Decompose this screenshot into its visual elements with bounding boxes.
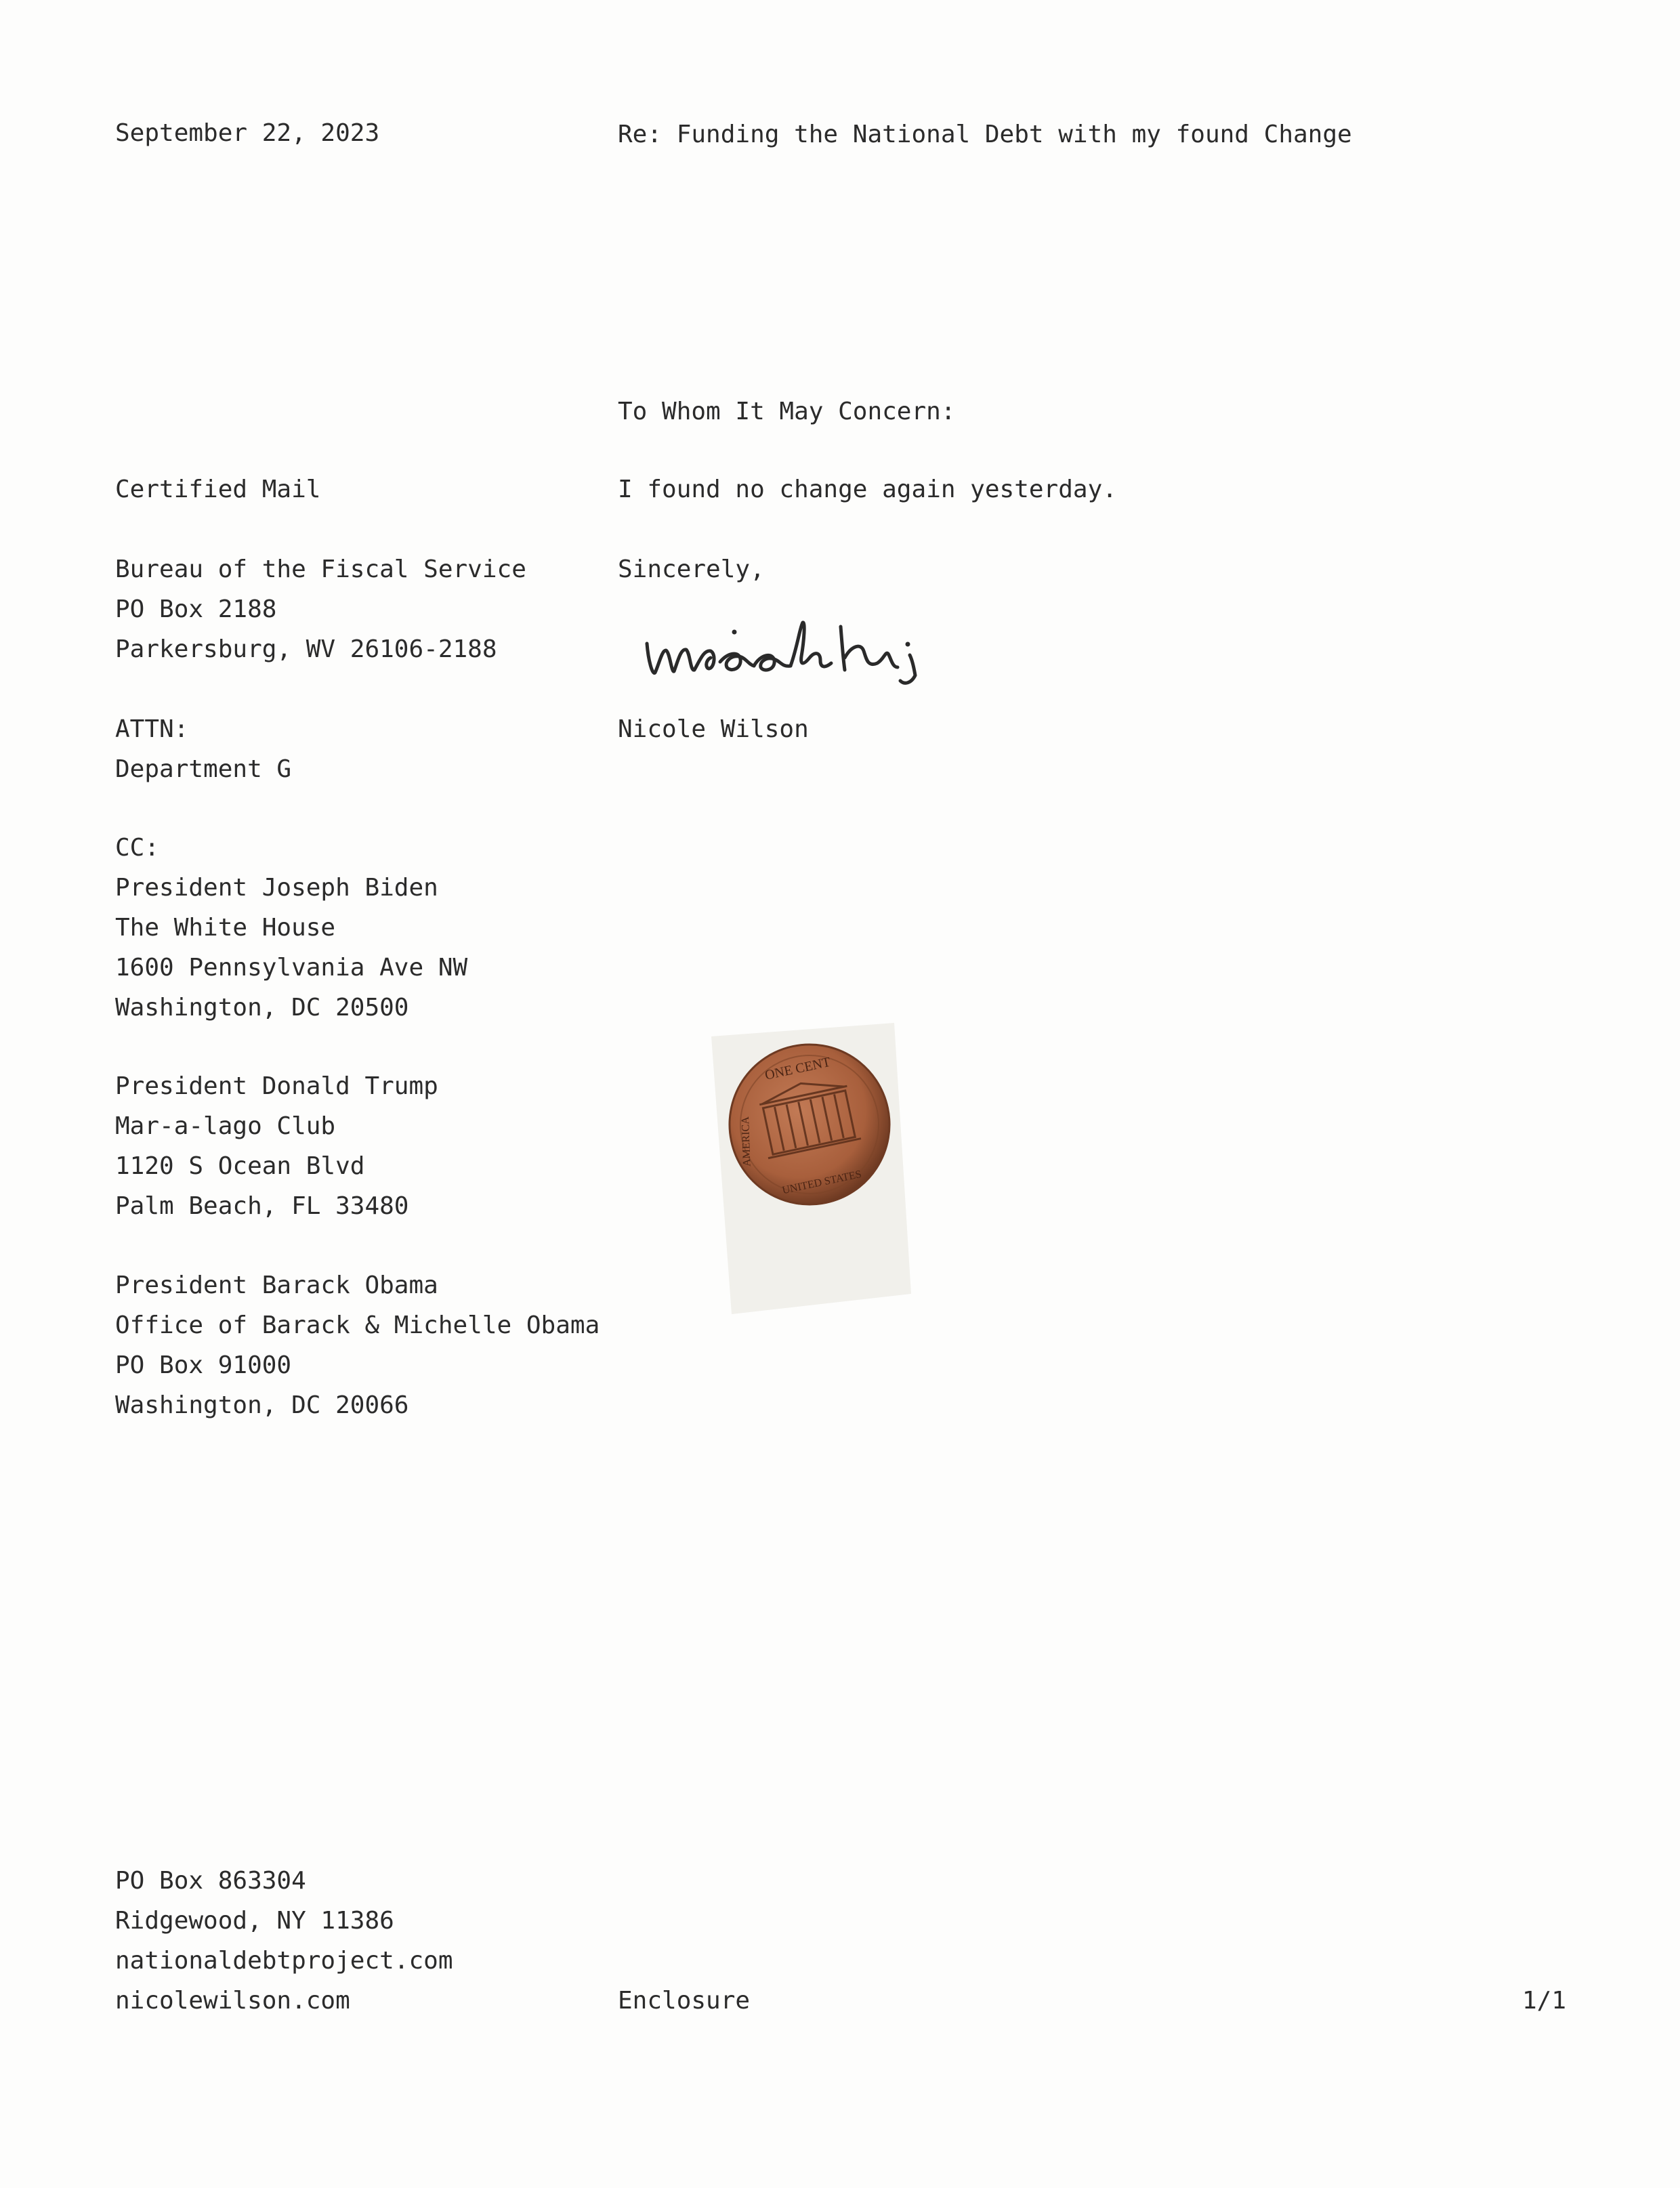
- cc-line: Washington, DC 20500: [115, 994, 409, 1022]
- signer-name: Nicole Wilson: [618, 715, 809, 743]
- salutation: To Whom It May Concern:: [618, 398, 956, 425]
- cc-line: PO Box 91000: [115, 1351, 292, 1379]
- sender-line: Ridgewood, NY 11386: [115, 1907, 394, 1935]
- cc-recipient: [115, 1265, 600, 1425]
- svg-text:UNITED STATES: UNITED STATES: [781, 1168, 863, 1197]
- sender-line: PO Box 863304: [115, 1867, 306, 1895]
- taped-penny: [698, 1009, 921, 1321]
- letter-body: I found no change again yesterday.: [618, 476, 1117, 503]
- recipient-address-line: Bureau of the Fiscal Service: [115, 555, 526, 583]
- recipient-address: [115, 549, 526, 669]
- cc-label: CC:: [115, 834, 160, 862]
- cc-recipient: [115, 868, 467, 1028]
- cc-line: President Joseph Biden: [115, 874, 438, 902]
- letter-date: September 22, 2023: [115, 119, 380, 147]
- cc-line: 1120 S Ocean Blvd: [115, 1152, 365, 1180]
- mail-method: Certified Mail: [115, 476, 321, 503]
- cc-line: Washington, DC 20066: [115, 1391, 409, 1419]
- sender-website: nationaldebtproject.com: [115, 1947, 453, 1975]
- cc-recipient: [115, 1066, 438, 1226]
- attn-department: Department G: [115, 755, 292, 783]
- sender-website: nicolewilson.com: [115, 1987, 350, 2015]
- svg-text:ONE CENT: ONE CENT: [763, 1054, 832, 1083]
- cc-line: The White House: [115, 914, 336, 942]
- page-number: 1/1: [1521, 1987, 1566, 2015]
- cc-line: 1600 Pennsylvania Ave NW: [115, 954, 468, 982]
- svg-text:AMERICA: AMERICA: [739, 1116, 753, 1167]
- cc-line: Palm Beach, FL 33480: [115, 1192, 409, 1220]
- attn-label: ATTN:: [115, 715, 189, 743]
- cc-line: President Donald Trump: [115, 1072, 438, 1100]
- enclosure-label: Enclosure: [618, 1987, 751, 2015]
- cc-line: President Barack Obama: [115, 1271, 438, 1299]
- cc-line: Office of Barack & Michelle Obama: [115, 1311, 600, 1339]
- recipient-address-line: Parkersburg, WV 26106-2188: [115, 635, 497, 663]
- cc-line: Mar-a-lago Club: [115, 1112, 336, 1140]
- closing: Sincerely,: [618, 555, 765, 583]
- signature: [640, 613, 955, 691]
- subject-line: Re: Funding the National Debt with my found Change: [618, 121, 1352, 148]
- recipient-address-line: PO Box 2188: [115, 595, 277, 623]
- sender-block: [115, 1861, 453, 2021]
- attention-block: [115, 709, 291, 789]
